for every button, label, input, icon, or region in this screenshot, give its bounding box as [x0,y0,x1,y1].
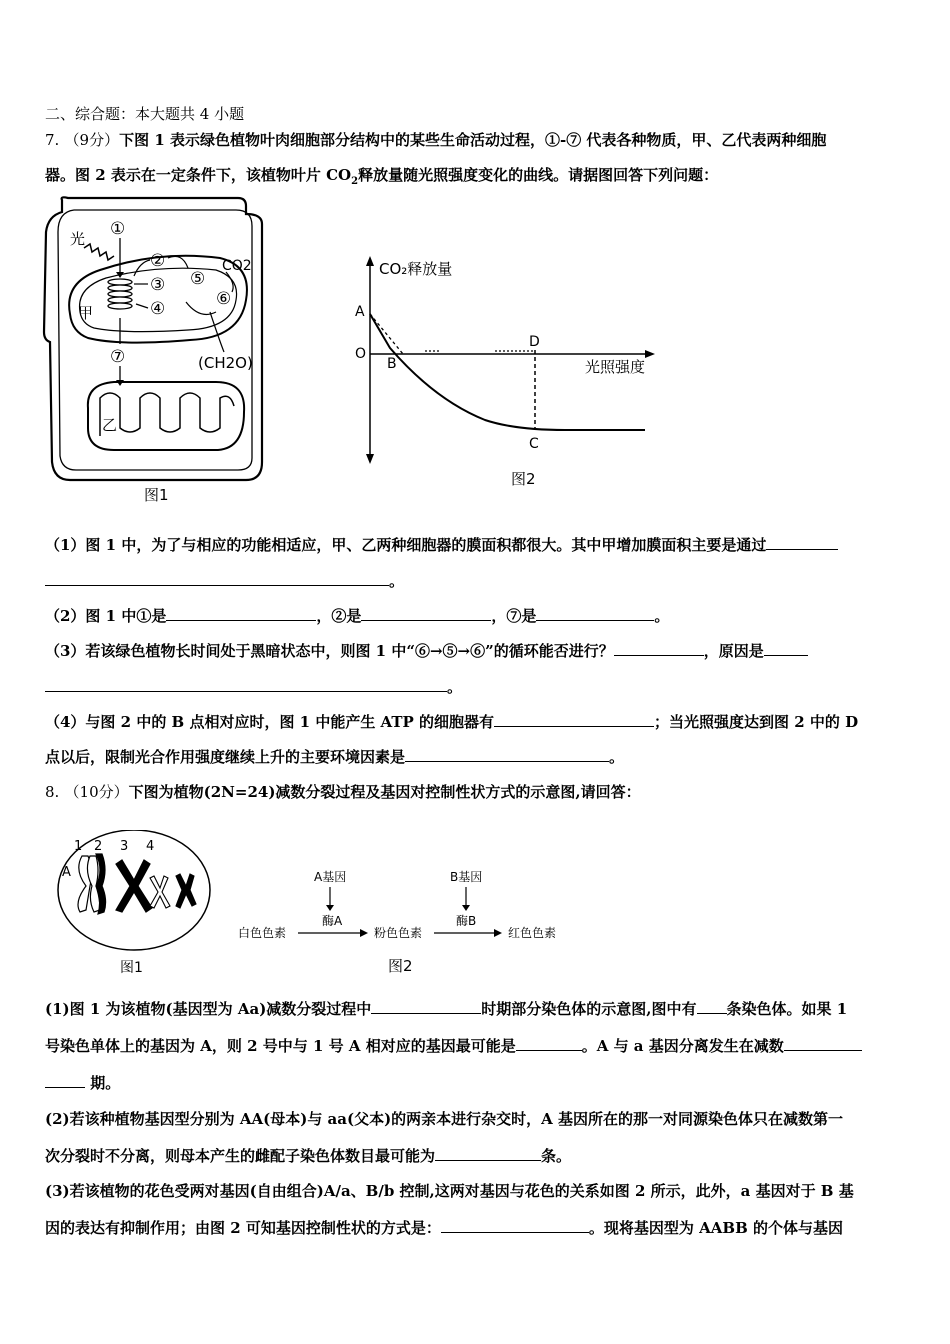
arrowhead-gene-b [462,905,470,911]
q7-points: （9分） [64,131,120,149]
q8-part2-text-c: 条。 [541,1147,572,1165]
q8-part3-blank[interactable] [441,1217,589,1233]
q8-figure2 [230,865,580,980]
co2-label: CO2 [222,258,252,274]
q7-part1-end: 。 [389,572,405,590]
marker-3: ③ [150,275,166,295]
q8-fig1-caption: 图1 [120,960,143,976]
y-axis-arrow-down [366,454,374,464]
enzyme-a-label: 酶A [322,914,343,928]
yi-label: 乙 [102,416,118,434]
marker-5: ⑤ [190,269,206,289]
q7-part1-text: （1）图 1 中，为了与相应的功能相适应，甲、乙两种细胞器的膜面积都很大。其中甲增加膜面积主要是通过 [45,536,767,554]
q7-part4-line2 [45,746,907,767]
q7-part2-text-c: ，⑦是 [491,607,537,625]
marker-1: ① [110,219,126,239]
q8-stem [45,782,907,802]
fig1-caption: 图1 [144,486,169,504]
light-zigzag-icon [84,244,114,260]
fig2-caption: 图2 [511,470,536,488]
q7-part4-text-c: 点以后，限制光合作用强度继续上升的主要环境因素是 [45,748,406,766]
q7-part4-text-b: ；当光照强度达到图 2 中的 D [654,713,859,731]
chromosome-pair-left [78,854,106,914]
x-axis-label: 光照强度 [585,358,646,376]
q8-part1-text-d: 号染色单体上的基因为 A，则 2 号中与 1 号 A 相对应的基因最可能是 [45,1037,516,1055]
cell-membrane-inner [58,210,252,470]
q7-part3-end: 。 [447,678,463,696]
q7-part3-line1 [45,640,907,661]
q7-stem-text1: 下图 1 表示绿色植物叶肉细胞部分结构中的某些生命活动过程，①-⑦ 代表各种物质，甲、乙代表两种细胞 [119,131,827,149]
q8-part1-text-f: 期。 [90,1074,121,1092]
q7-part3-text-a: （3）若该绿色植物长时间处于黑暗状态中，则图 1 中“⑥→⑤→⑥”的循环能否进行？ [45,642,614,660]
chromatid-3-number: 3 [120,839,129,854]
q8-part3-text-a: (3)若该植物的花色受两对基因(自由组合)A/a、B/b 控制,这两对基因与花色的关系如图 2 所示，此外，a 基因对于 B 基 [45,1182,854,1200]
ch2o-label: (CH2O) [198,354,253,372]
q7-part1-line2 [45,570,907,591]
point-d-label: D [529,334,540,350]
pink-pigment-label: 粉色色素 [374,926,423,940]
q7-part1-blank-b[interactable] [45,570,389,586]
q8-part2-text-a: (2)若该种植物基因型分别为 AA(母本)与 aa(父本)的两亲本进行杂交时，A 基因所在的那一对同源染色体只在减数第一 [45,1110,844,1128]
arrow-2 [134,260,150,276]
light-label: 光 [70,230,86,248]
q7-part2-blank-1[interactable] [166,605,316,621]
q7-stem-line2 [45,165,907,192]
q8-fig2-caption: 图2 [388,957,413,975]
x-axis-arrow [645,350,655,358]
q8-part2-blank[interactable] [435,1145,541,1161]
q8-figure1 [50,830,220,980]
red-pigment-label: 红色色素 [508,926,557,940]
q8-part1-text-e: 。A 与 a 基因分离发生在减数 [581,1037,784,1055]
chromatid-1-number: 1 [74,839,83,854]
white-pigment-label: 白色色素 [238,926,287,940]
q7-part2-text-a: （2）图 1 中①是 [45,607,167,625]
marker-7: ⑦ [110,347,126,367]
marker-6: ⑥ [216,289,232,309]
jia-label: 甲 [78,304,94,322]
mitochondrion-cristae [100,393,234,436]
y-axis-arrow [366,256,374,266]
q7-part2-text-b: ，②是 [316,607,362,625]
q8-part3-text-c: 。现将基因型为 AABB 的个体与基因 [588,1219,843,1237]
q7-part2-blank-7[interactable] [536,605,654,621]
q8-part1-line1 [45,998,907,1019]
q8-part1-blank-stage-a[interactable] [784,1035,862,1051]
q7-part4-text-a: （4）与图 2 中的 B 点相对应时，图 1 中能产生 ATP 的细胞器有 [45,713,495,731]
chromosome-pair-middle [116,860,152,912]
origin-label: O [355,346,367,362]
arrowhead-gene-a [326,905,334,911]
q7-part3-blank-b[interactable] [764,640,808,656]
q7-part3-blank-a[interactable] [614,640,704,656]
q8-number: 8. [45,783,60,801]
chromosome-pair-small-white [150,876,170,908]
q7-part4-line1 [45,711,907,732]
point-b-label: B [387,356,397,372]
q8-part3-text-b: 因的表达有抑制作用；由图 2 可知基因控制性状的方式是： [45,1219,441,1237]
arrowhead-pink-to-red [494,929,502,937]
grana-icon [108,279,132,309]
q7-figure2 [345,250,665,490]
q7-stem-line1 [45,130,907,150]
marker-2: ② [150,251,166,271]
marker-4: ④ [150,299,166,319]
chromatid-4-number: 4 [146,839,155,854]
q7-part1-blank-a[interactable] [766,534,838,550]
q7-stem-text2b: 释放量随光照强度变化的曲线。请据图回答下列问题： [358,166,719,184]
gene-a-box: A基因 [314,870,347,884]
q7-part3-text-b: ，原因是 [703,642,764,660]
q7-part4-blank-a[interactable] [494,711,654,727]
q8-part3-line2 [45,1217,907,1238]
chromatid-2-number: 2 [94,839,103,854]
q7-part4-end: 。 [609,748,625,766]
q8-part1-blank-gene[interactable] [516,1035,582,1051]
chromosome-pair-small-black [176,874,196,908]
q7-part4-blank-b[interactable] [405,746,609,762]
arrowhead-white-to-pink [360,929,368,937]
q7-number: 7. [45,131,60,149]
q7-part2-blank-2[interactable] [361,605,491,621]
enzyme-b-label: 酶B [456,914,477,928]
point-a-label: A [355,304,365,320]
q7-stem-sub: 2 [351,176,359,187]
y-axis-label: CO₂释放量 [379,260,453,278]
q8-part1-text-c: 条染色体。如果 1 [726,1000,848,1018]
q8-stem-text: 下图为植物(2N=24)减数分裂过程及基因对控制性状方式的示意图,请回答： [128,783,641,801]
q8-part3-line1 [45,1181,907,1201]
q8-part1-blank-stage-b[interactable] [45,1072,85,1088]
q7-part1-line1 [45,534,907,555]
q8-part1-line3 [45,1072,907,1093]
q7-part3-line2 [45,676,907,697]
q8-part1-text-a: (1)图 1 为该植物(基因型为 Aa)减数分裂过程中 [45,1000,372,1018]
q8-points: （10分） [64,783,129,801]
q7-part3-blank-c[interactable] [45,676,447,692]
q8-part2-text-b: 次分裂时不分离，则母本产生的雌配子染色体数目最可能为 [45,1147,436,1165]
arrow-4 [136,304,148,308]
point-c-label: C [529,436,539,452]
q7-part2-end: 。 [654,607,670,625]
arrow-cycle-a [168,256,188,268]
arrow-ch2o [210,312,224,352]
q8-part2-line2 [45,1145,907,1166]
q8-part1-blank-period[interactable] [371,998,481,1014]
q7-stem-text2a: 器。图 2 表示在一定条件下，该植物叶片 CO [45,166,352,184]
q7-figure1 [40,192,280,510]
q8-part1-line2 [45,1035,907,1056]
q8-part1-blank-count[interactable] [697,998,727,1014]
q8-part2-line1 [45,1109,907,1129]
q8-part1-text-b: 时期部分染色体的示意图,图中有 [481,1000,697,1018]
curve-extension-dashed [370,314,403,354]
section-title: 二、综合题：本大题共 4 小题 [45,105,245,123]
gene-a-label: A [62,865,71,880]
q7-part2 [45,605,907,626]
arrow-cycle-c [186,302,216,314]
gene-b-box: B基因 [450,870,483,884]
